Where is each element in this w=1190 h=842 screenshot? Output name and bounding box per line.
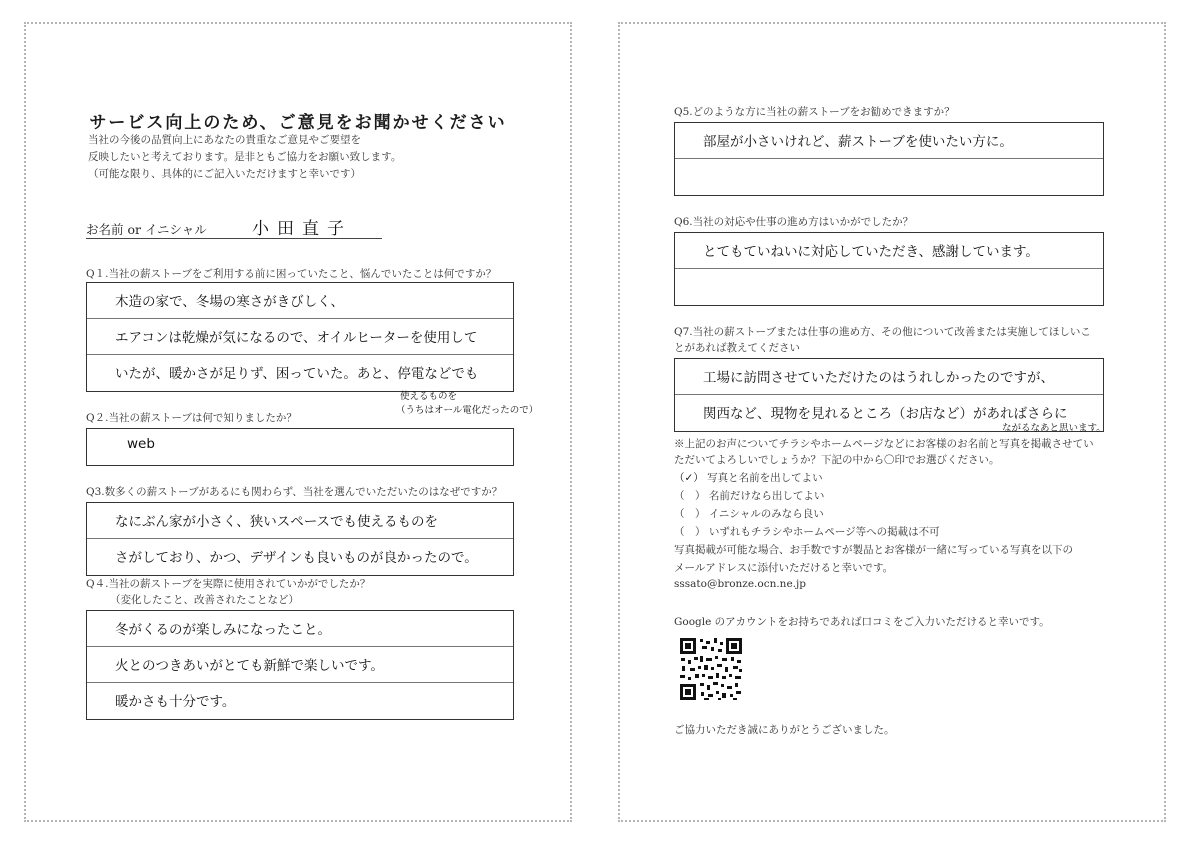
q7-label-continued: とがあれば教えてください bbox=[674, 342, 800, 354]
contact-email[interactable]: sssato@bronze.ocn.ne.jp bbox=[674, 578, 806, 590]
photo-request-text: 写真掲載が可能な場合、お手数ですが製品とお客様が一緒に写っている写真を以下の bbox=[674, 544, 1073, 556]
consent-text: ※上記のお声についてチラシやホームページなどにお客様のお名前と写真を掲載させてい bbox=[674, 438, 1094, 450]
answer-line bbox=[675, 159, 1103, 195]
q4-answer-box[interactable] bbox=[86, 610, 514, 720]
answer-line: 火とのつきあいがとても新鮮で楽しいです。 bbox=[87, 647, 513, 683]
answer-line: なにぶん家が小さく、狭いスペースでも使えるものを bbox=[87, 503, 513, 539]
thanks-text: ご協力いただき誠にありがとうございました。 bbox=[674, 724, 895, 736]
consent-text: ただいてよろしいでしょうか？下記の中から〇印でお選びください。 bbox=[674, 454, 1000, 466]
q5-answer-box[interactable] bbox=[674, 122, 1104, 196]
checkbox-mark[interactable]: （ ） bbox=[674, 490, 706, 502]
q3-label: Q3.数多くの薪ストーブがあるにも関わらず、当社を選んでいただいたのはなぜですか？ bbox=[86, 486, 503, 498]
answer-line: 冬がくるのが楽しみになったこと。 bbox=[87, 611, 513, 647]
intro-line: 当社の今後の品質向上にあなたの貴重なご意見やご要望を bbox=[88, 134, 361, 146]
consent-option-not-allowed[interactable] bbox=[674, 524, 940, 539]
name-label: お名前 or イニシャル bbox=[86, 222, 207, 237]
q6-label: Q6.当社の対応や仕事の進め方はいかがでしたか？ bbox=[674, 216, 914, 228]
q3-answer-box[interactable] bbox=[86, 502, 514, 576]
option-label: 写真と名前を出してよい bbox=[707, 472, 823, 484]
q4-label: Q４.当社の薪ストーブを実際に使用されていかがでしたか？ bbox=[86, 578, 371, 590]
q5-label: Q5.どのような方に当社の薪ストーブをお勧めできますか？ bbox=[674, 106, 955, 118]
photo-request-text: メールアドレスに添付いただけると幸いです。 bbox=[674, 562, 894, 574]
intro-line: 反映したいと考えております。是非ともご協力をお願い致します。 bbox=[88, 151, 402, 163]
answer-line: 部屋が小さいけれど、薪ストーブを使いたい方に。 bbox=[675, 123, 1103, 159]
q7-label: Q7.当社の薪ストーブまたは仕事の進め方、その他について改善または実施してほしいこ bbox=[674, 326, 1091, 338]
answer-line: さがしており、かつ、デザインも良いものが良かったので。 bbox=[115, 550, 478, 566]
answer-line: web bbox=[127, 436, 155, 452]
q6-answer-box[interactable] bbox=[674, 232, 1104, 306]
intro-text bbox=[88, 132, 401, 183]
google-review-text: Google のアカウントをお持ちであれば口コミをご入力いただけると幸いです。 bbox=[674, 616, 1050, 628]
q1-label: Q１.当社の薪ストーブをご利用する前に困っていたこと、悩んでいたことは何ですか？ bbox=[86, 268, 497, 280]
q4-sublabel: （変化したこと、改善されたことなど） bbox=[110, 594, 299, 606]
consent-option-name-only[interactable] bbox=[674, 488, 824, 503]
answer-line: とてもていねいに対応していただき、感謝しています。 bbox=[675, 233, 1103, 269]
q2-label: Q２.当社の薪ストーブは何で知りましたか？ bbox=[86, 412, 297, 424]
q1-answer-box[interactable] bbox=[86, 282, 514, 392]
survey-sheet-right bbox=[618, 22, 1166, 822]
name-value[interactable]: 小田直子 bbox=[252, 219, 352, 239]
consent-option-initials-only[interactable] bbox=[674, 506, 824, 521]
answer-line: 木造の家で、冬場の寒さがきびしく、 bbox=[87, 283, 513, 319]
q7-margin-note: ながるなあと思います。 bbox=[1002, 423, 1106, 434]
q2-answer-box[interactable] bbox=[86, 428, 514, 466]
answer-line: 暖かさも十分です。 bbox=[115, 694, 236, 710]
intro-line: （可能な限り、具体的にご記入いただけますと幸いです） bbox=[88, 168, 361, 180]
checkbox-mark[interactable]: （ ） bbox=[674, 508, 706, 520]
q1-margin-note: 使えるものを bbox=[400, 391, 458, 402]
qr-code-icon[interactable] bbox=[678, 636, 744, 702]
name-underline bbox=[86, 238, 382, 239]
option-label: 名前だけなら出してよい bbox=[708, 490, 825, 502]
option-label: イニシャルのみなら良い bbox=[708, 508, 824, 520]
checkbox-mark[interactable]: （ ） bbox=[674, 526, 706, 538]
answer-line: 関西など、現物を見れるところ（お店など）があればさらに bbox=[703, 406, 1068, 422]
option-label: いずれもチラシやホームページ等への掲載は不可 bbox=[708, 526, 940, 538]
answer-line bbox=[675, 269, 1103, 305]
q1-margin-note: （うちはオール電化だったので） bbox=[396, 405, 539, 416]
survey-sheet-left bbox=[24, 22, 572, 822]
answer-line: 工場に訪問させていただけたのはうれしかったのですが、 bbox=[675, 359, 1103, 395]
checkbox-mark[interactable]: （✓） bbox=[674, 472, 704, 484]
survey-title: サービス向上のため、ご意見をお聞かせください bbox=[89, 113, 507, 133]
consent-option-photo-name[interactable] bbox=[674, 470, 823, 485]
answer-line: いたが、暖かさが足りず、困っていた。あと、停電などでも bbox=[115, 366, 479, 382]
answer-line: エアコンは乾燥が気になるので、オイルヒーターを使用して bbox=[87, 319, 513, 355]
